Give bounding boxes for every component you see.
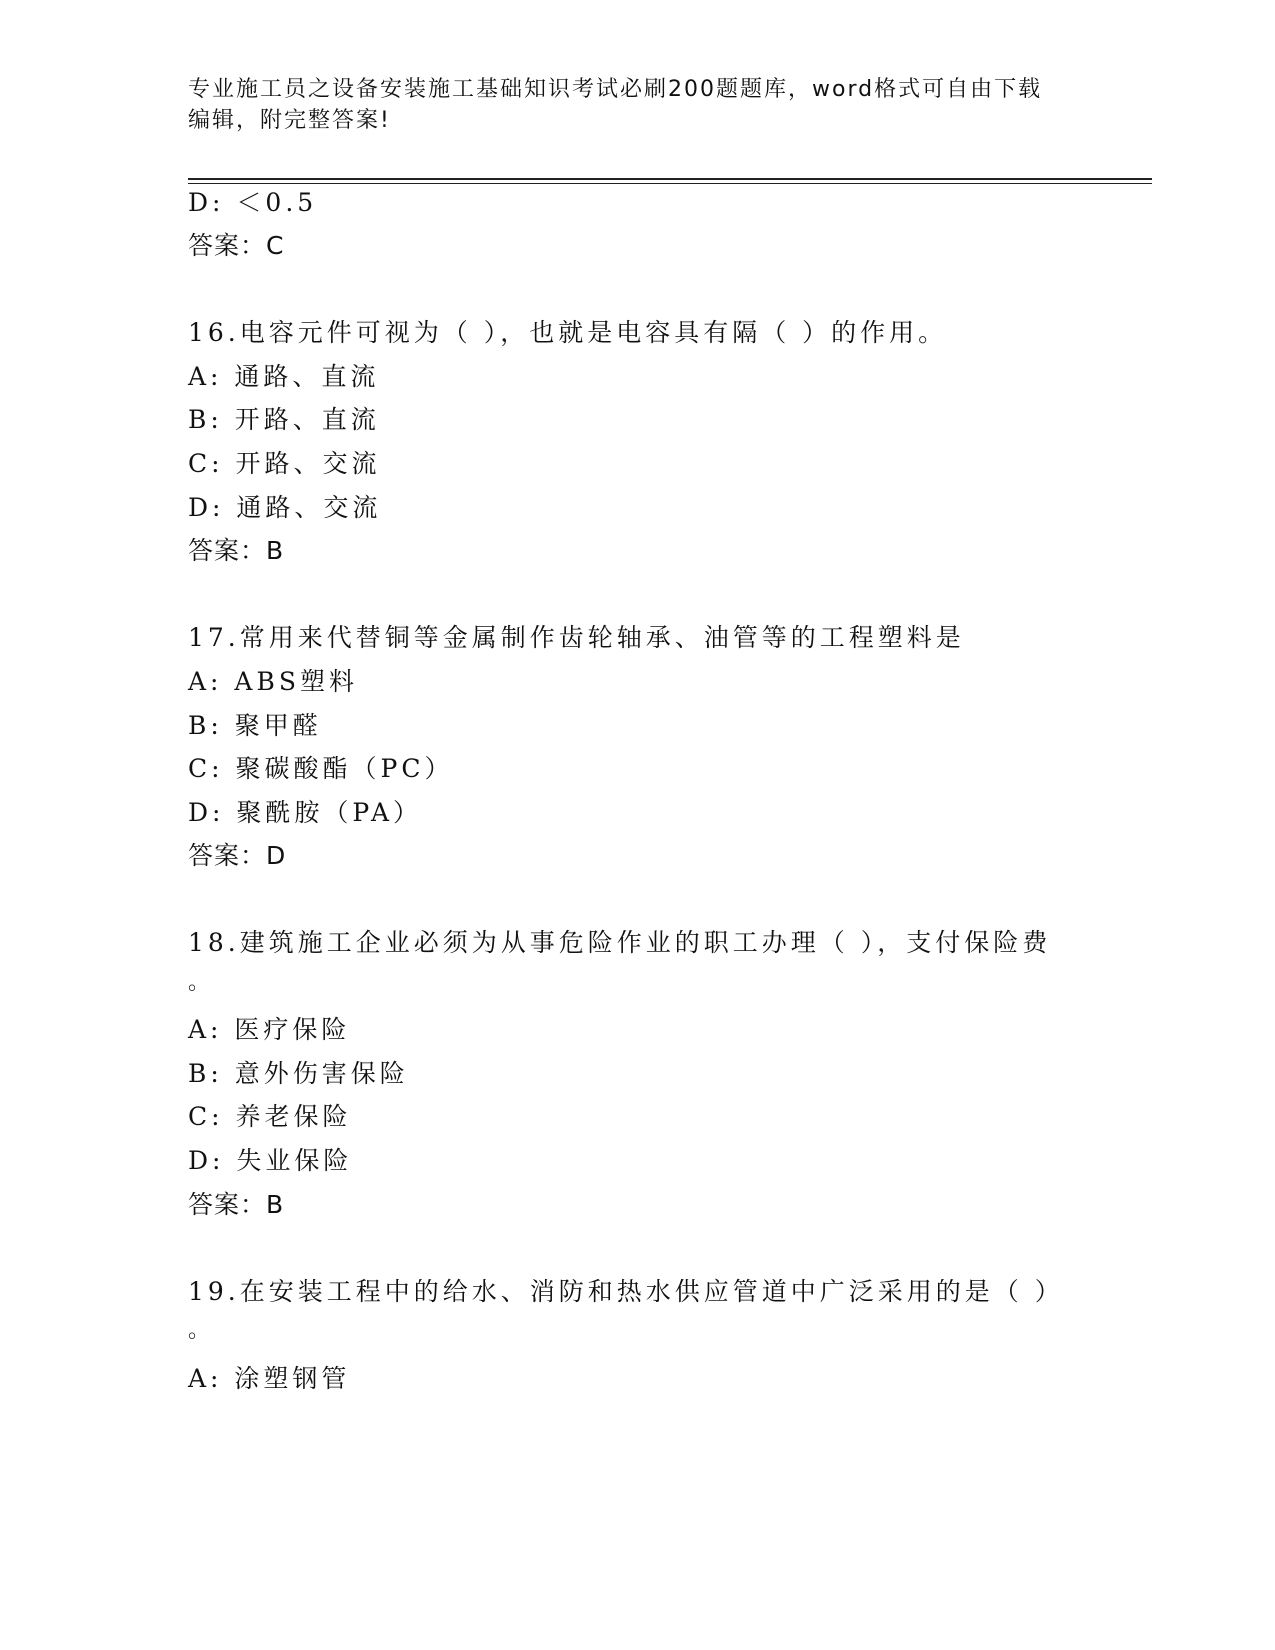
question-17-option-b: B: 聚甲醛 xyxy=(188,711,322,740)
question-16-option-d: D: 通路、交流 xyxy=(188,493,382,522)
document-header xyxy=(188,74,1068,136)
question-17-option-a: A: ABS塑料 xyxy=(188,667,358,696)
question-17-stem: 17.常用来代替铜等金属制作齿轮轴承、油管等的工程塑料是 xyxy=(188,623,965,652)
question-18-option-a: A: 医疗保险 xyxy=(188,1015,351,1044)
header-title-line-2: 编辑，附完整答案! xyxy=(188,108,391,133)
question-16-stem: 16.电容元件可视为（ ），也就是电容具有隔（ ）的作用。 xyxy=(188,318,948,347)
header-divider-thin xyxy=(188,183,1152,184)
prev-option-d: D: ＜0.5 xyxy=(188,188,318,217)
question-19-stem: 19.在安装工程中的给水、消防和热水供应管道中广泛采用的是（ ） xyxy=(188,1277,1064,1306)
question-18-answer: 答案：B xyxy=(188,1190,285,1219)
question-19-option-a: A: 涂塑钢管 xyxy=(188,1364,351,1393)
question-16-option-c: C: 开路、交流 xyxy=(188,449,381,478)
question-19-stem-continuation: 。 xyxy=(188,1318,211,1343)
question-16-answer: 答案：B xyxy=(188,536,285,565)
question-18-stem: 18.建筑施工企业必须为从事危险作业的职工办理（ ），支付保险费 xyxy=(188,928,1052,957)
question-18-option-b: B: 意外伤害保险 xyxy=(188,1059,409,1088)
question-18-option-d: D: 失业保险 xyxy=(188,1146,353,1175)
question-18-stem-continuation: 。 xyxy=(188,970,211,995)
question-17-option-d: D: 聚酰胺（PA） xyxy=(188,798,422,827)
question-17-answer: 答案：D xyxy=(188,841,287,870)
header-title-line-1: 专业施工员之设备安装施工基础知识考试必刷200题题库，word格式可自由下载 xyxy=(188,77,1043,102)
header-divider-thick xyxy=(188,178,1152,180)
prev-answer: 答案：C xyxy=(188,231,285,260)
question-17-option-c: C: 聚碳酸酯（PC） xyxy=(188,754,454,783)
question-16-option-b: B: 开路、直流 xyxy=(188,405,380,434)
question-16-option-a: A: 通路、直流 xyxy=(188,362,380,391)
question-18-option-c: C: 养老保险 xyxy=(188,1102,352,1131)
